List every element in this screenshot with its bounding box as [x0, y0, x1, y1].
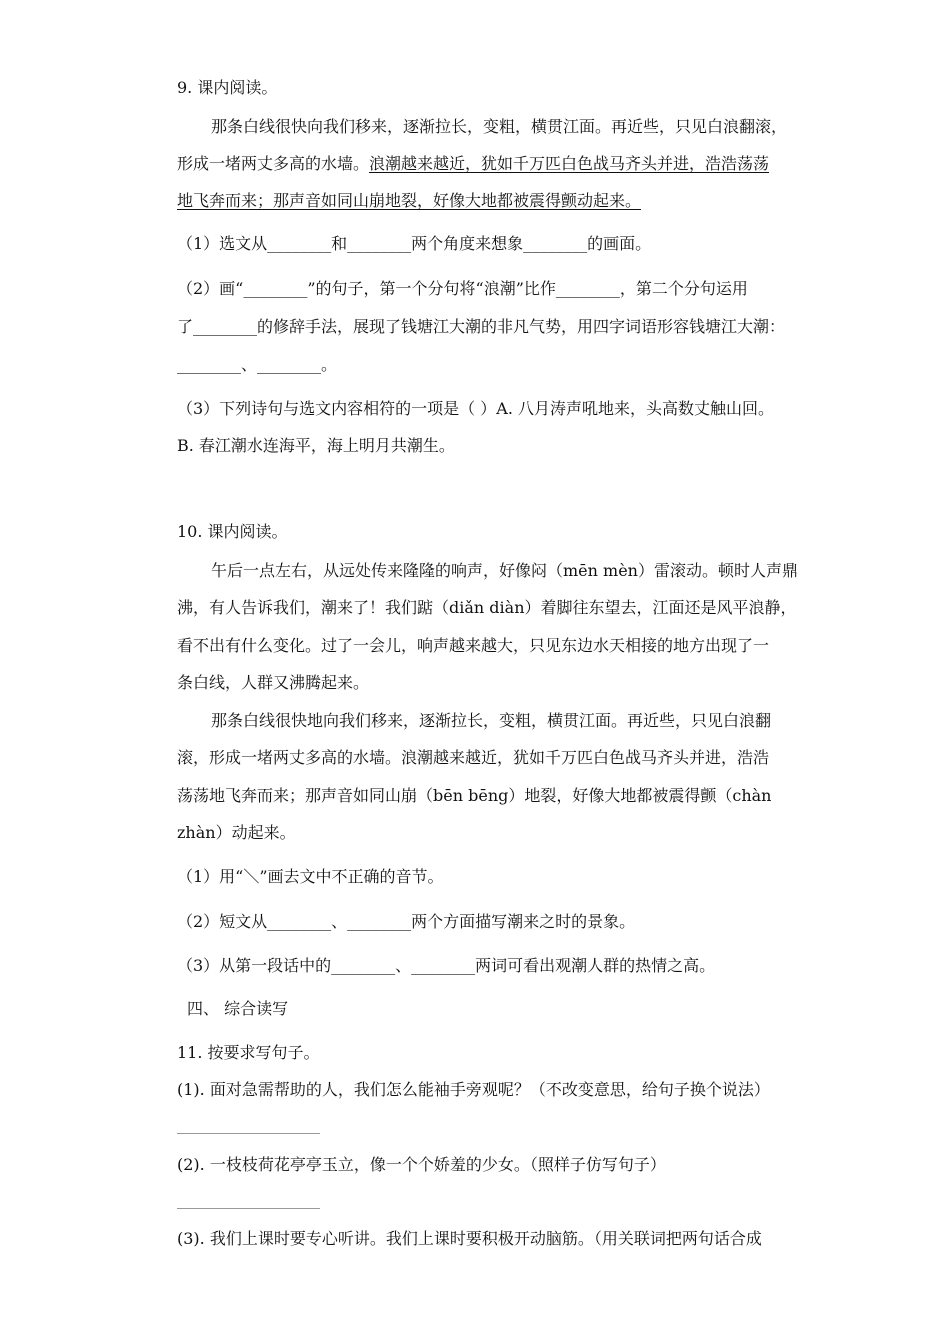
- q9-subquestion-2-line-2: 了________的修辞手法，展现了钱塘江大潮的非凡气势，用四字词语形容钱塘江大潮：: [177, 317, 786, 336]
- q10-subquestion-2: （2）短文从________、________两个方面描写潮来之时的景象。: [177, 912, 636, 931]
- q9-subquestion-3-line-1: （3）下列诗句与选文内容相符的一项是（ ）A. 八月涛声吼地来，头高数丈触山回。: [177, 399, 774, 418]
- q9-subquestion-3-line-2: B. 春江潮水连海平，海上明月共潮生。: [177, 436, 455, 455]
- q10-subquestion-1: （1）用“＼”画去文中不正确的音节。: [177, 867, 444, 886]
- q9-passage-line-2: [177, 154, 769, 174]
- q11-answer-line-1: [177, 1133, 320, 1134]
- q10-passage-line-6: 滚，形成一堵两丈多高的水墙。浪潮越来越近，犹如千万匹白色战马齐头并进，浩浩: [177, 748, 770, 767]
- section-4-heading: 四、 综合读写: [187, 999, 289, 1018]
- q10-passage-line-4: 条白线，人群又沸腾起来。: [177, 673, 370, 692]
- q10-passage-line-2: 沸，有人告诉我们，潮来了！我们踮（diǎn diàn）着脚往东望去，江面还是风平浪静，: [177, 598, 797, 617]
- q10-subquestion-3: （3）从第一段话中的________、________两词可看出观潮人群的热情之高。: [177, 956, 716, 975]
- q11-title: 11. 按要求写句子。: [177, 1043, 320, 1062]
- q11-item-3: (3). 我们上课时要专心听讲。我们上课时要积极开动脑筋。（用关联词把两句话合成: [177, 1229, 762, 1248]
- q9-passage-line-1: 那条白线很快向我们移来，逐渐拉长，变粗，横贯江面。再近些，只见白浪翻滚，: [211, 117, 788, 136]
- q9-passage-underlined: 浪潮越来越近，犹如千万匹白色战马齐头并进，浩浩荡荡: [369, 154, 770, 173]
- q10-passage-line-1: 午后一点左右，从远处传来隆隆的响声，好像闷（mēn mèn）雷滚动。顿时人声鼎: [211, 561, 798, 580]
- q10-passage-line-3: 看不出有什么变化。过了一会儿，响声越来越大，只见东边水天相接的地方出现了一: [177, 636, 770, 655]
- q9-subquestion-2-line-3: ________、________。: [177, 355, 338, 374]
- q9-subquestion-2-line-1: （2）画“________”的句子，第一个分句将“浪潮”比作________，第二个分句运用: [177, 279, 748, 298]
- q10-passage-line-7: 荡荡地飞奔而来；那声音如同山崩（bēn bēng）地裂，好像大地都被震得颤（chàn: [177, 786, 772, 805]
- q10-passage-line-8: zhàn）动起来。: [177, 823, 296, 842]
- q11-item-1: (1). 面对急需帮助的人，我们怎么能袖手旁观呢？（不改变意思，给句子换个说法）: [177, 1080, 770, 1099]
- q11-answer-line-2: [177, 1208, 320, 1209]
- q9-title: 9. 课内阅读。: [177, 78, 278, 97]
- q9-passage-line-3-underlined: 地飞奔而来；那声音如同山崩地裂，好像大地都被震得颤动起来。: [177, 191, 642, 210]
- q9-subquestion-1: （1）选文从________和________两个角度来想象________的画面。: [177, 234, 652, 253]
- q10-title: 10. 课内阅读。: [177, 522, 288, 541]
- q10-passage-line-5: 那条白线很快地向我们移来，逐渐拉长，变粗，横贯江面。再近些，只见白浪翻: [211, 711, 772, 730]
- q9-passage-plain: 形成一堵两丈多高的水墙。: [177, 154, 370, 173]
- q11-item-2: (2). 一枝枝荷花亭亭玉立，像一个个娇羞的少女。（照样子仿写句子）: [177, 1155, 666, 1174]
